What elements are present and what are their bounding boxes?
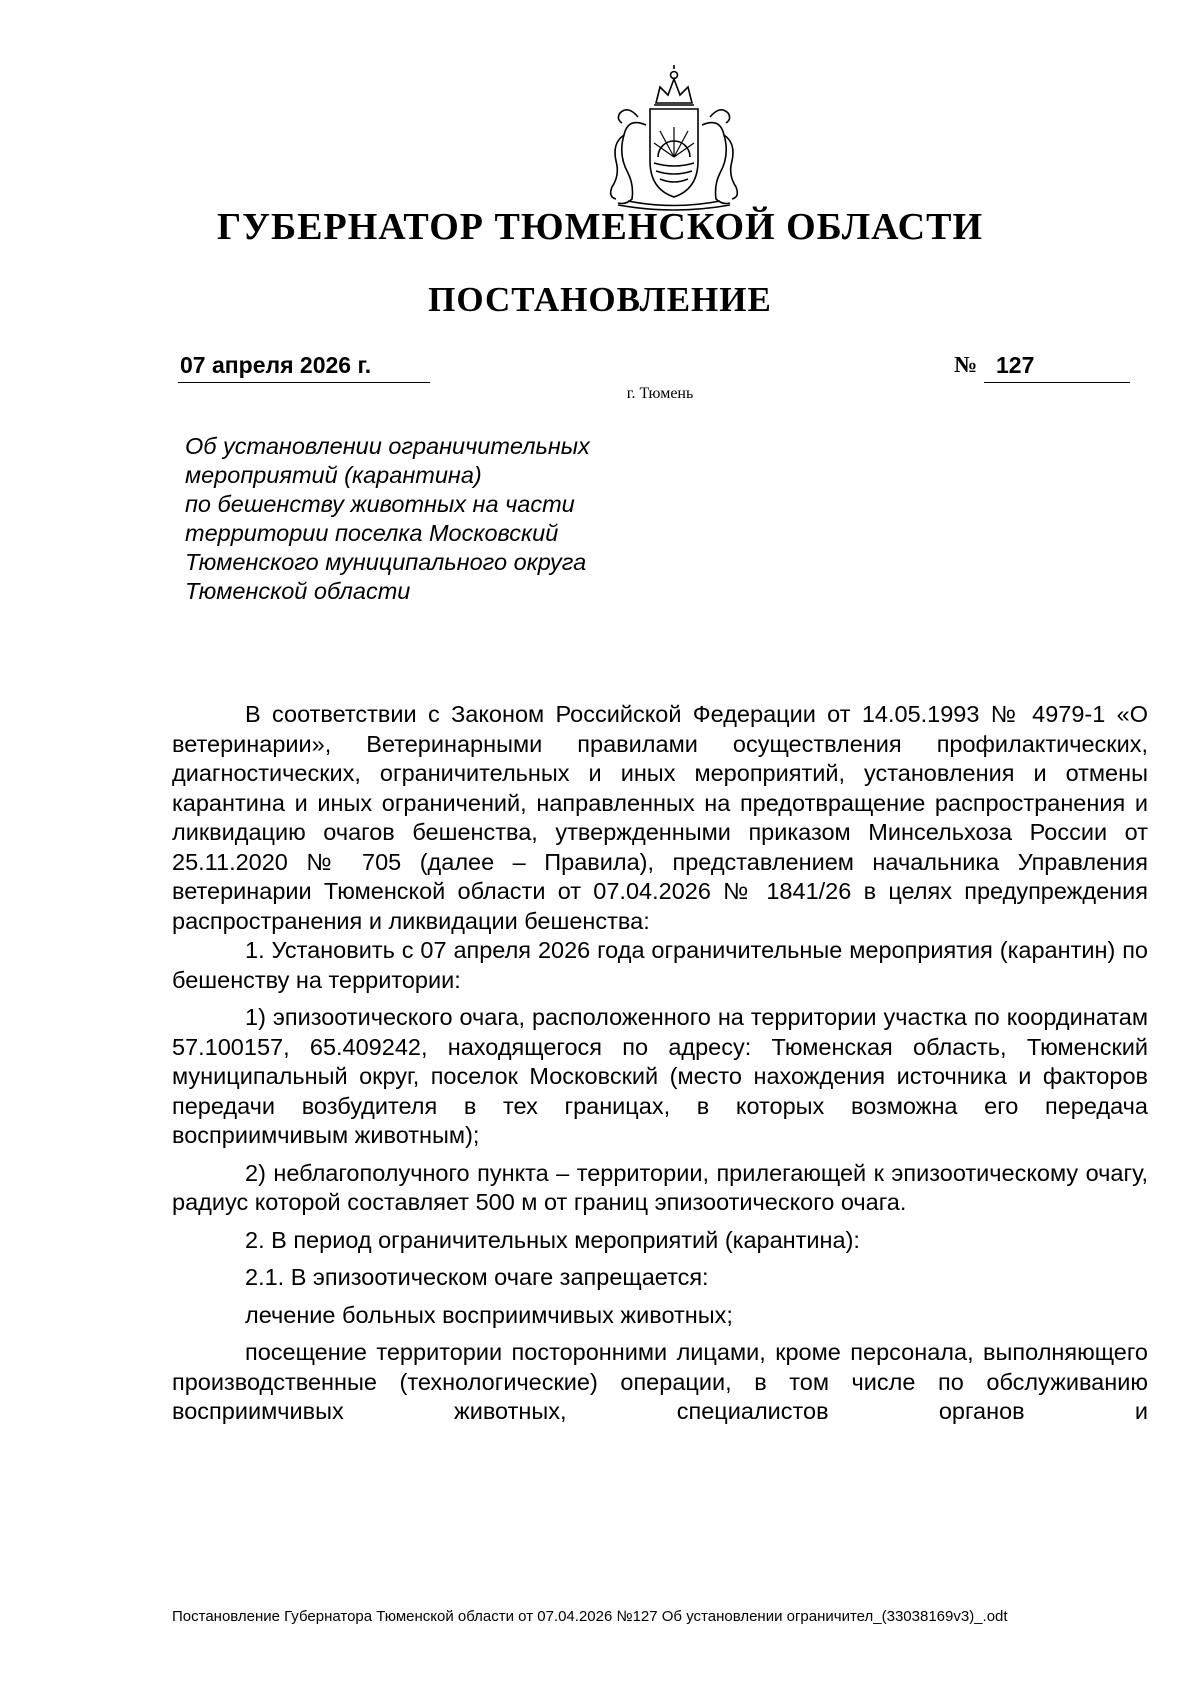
subject-line: по бешенству животных на части <box>185 491 575 517</box>
prohibition-item: лечение больных восприимчивых животных; <box>245 1301 733 1328</box>
document-body <box>172 700 1148 1427</box>
city-label: г. Тюмень <box>626 385 694 402</box>
clause-1-paragraph: 1. Установить с 07 апреля 2026 года ограничительные мероприятия (карантин) по бешенству на территории: <box>172 937 1148 993</box>
subject-heading <box>185 432 685 606</box>
preamble-paragraph: В соответствии с Законом Российской Федерации от 14.05.1993 № 4979-1 «О ветеринарии», Ветеринарными правилами осуществления профилактических, диагностических, ограничительных и иных мероприятий, установления и отмены карантина и иных ограничений, направленных на предотвращение распространения и ликвидацию очагов бешенства, утвержденными приказом Минсельхоза России от 25.11.2020 № 705 (далее – Правила), представлением начальника Управления ветеринарии Тюменской области от 07.04.2026 № 1841/26 в целях предупреждения распространения и ликвидации бешенства: <box>172 701 1148 934</box>
subject-line: мероприятий (карантина) <box>185 462 482 488</box>
number-field <box>984 352 1130 383</box>
clause-1-1-paragraph: 1) эпизоотического очага, расположенного на территории участка по координатам 57.100157, 65.409242, находящегося по адресу: Тюменская область, Тюменский муниципальный округ, поселок Московский (место нахождения источника и факторов передачи возбудителя в тех границах, в которых возможна его передача восприимчивым животным); <box>172 1004 1148 1148</box>
subject-line: Тюменского муниципального округа <box>185 549 587 575</box>
file-footer: Постановление Губернатора Тюменской области от 07.04.2026 №127 Об установлении ограничител_(33038169v3)_.odt <box>172 1608 1008 1625</box>
subject-line: Об установлении ограничительных <box>185 433 590 459</box>
authority-title: ГУБЕРНАТОР ТЮМЕНСКОЙ ОБЛАСТИ <box>216 206 984 248</box>
clause-2-paragraph: 2. В период ограничительных мероприятий (карантина): <box>245 1226 860 1253</box>
document-type: ПОСТАНОВЛЕНИЕ <box>428 280 772 319</box>
subject-line: Тюменской области <box>185 578 411 604</box>
document-number: 127 <box>996 352 1035 378</box>
coat-of-arms-emblem <box>598 65 750 215</box>
date-field <box>178 352 430 383</box>
document-date: 07 апреля 2026 г. <box>180 352 372 378</box>
clause-2-1-paragraph: 2.1. В эпизоотическом очаге запрещается: <box>245 1264 709 1290</box>
number-sign: № <box>954 352 978 377</box>
subject-line: территории поселка Московский <box>185 520 559 546</box>
clause-1-2-paragraph: 2) неблагополучного пункта – территории, прилегающей к эпизоотическому очагу, радиус которой составляет 500 м от границ эпизоотического очага. <box>172 1159 1148 1215</box>
prohibition-item: посещение территории посторонними лицами, кроме персонала, выполняющего производственные (технологические) операции, в том числе по обслуживанию восприимчивых животных, специалистов органов и <box>172 1339 1148 1424</box>
